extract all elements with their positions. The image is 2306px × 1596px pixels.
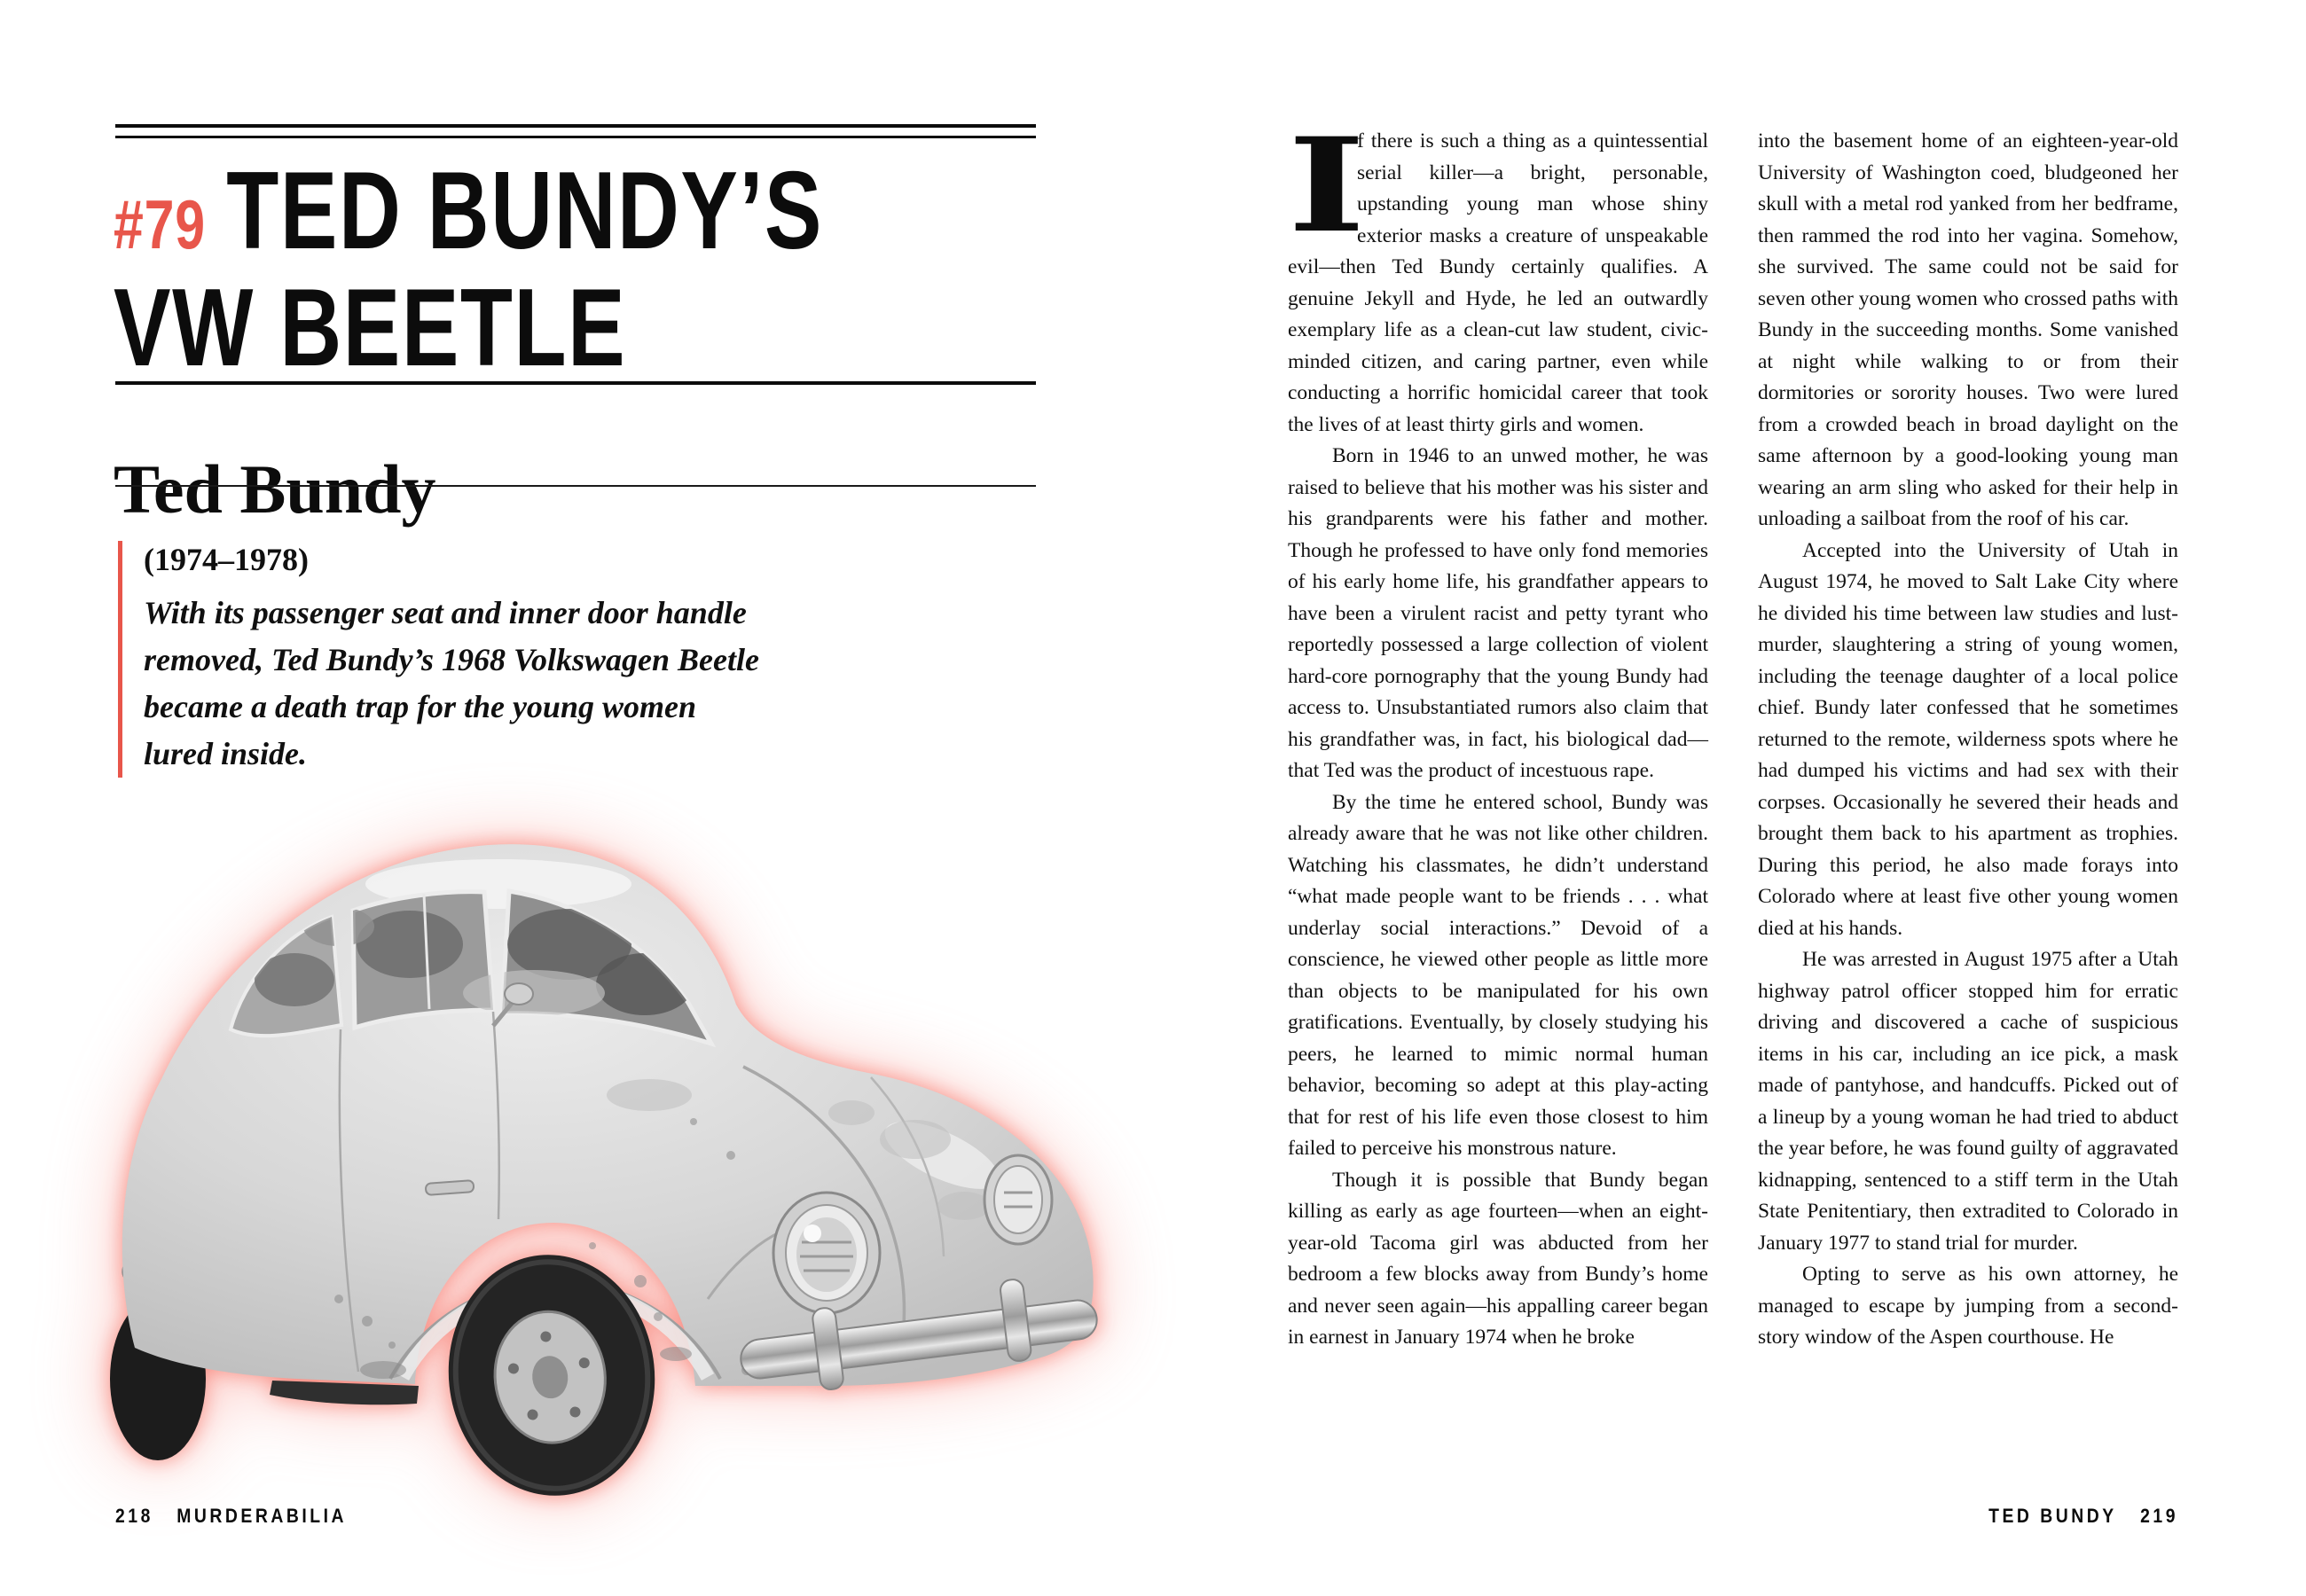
running-board	[270, 1381, 419, 1404]
page-number-left: 218	[115, 1505, 153, 1527]
front-wheel	[436, 1245, 666, 1503]
headline-line1	[114, 150, 1082, 272]
headlight-far	[984, 1155, 1052, 1244]
drop-cap: I	[1288, 110, 1366, 262]
text-column-1	[1288, 110, 1708, 1354]
text-column-2	[1758, 126, 2178, 1354]
beetle-illustration	[73, 802, 1133, 1503]
body-paragraph	[1288, 110, 1708, 441]
callout-years: (1974–1978)	[144, 542, 309, 577]
entry-number: #79	[114, 185, 206, 263]
headline-text-2: VW BEETLE	[114, 267, 627, 389]
double-rule-divider	[115, 124, 1036, 138]
headlight-near	[773, 1193, 880, 1313]
footer-right	[1808, 1505, 2178, 1528]
page-number-right: 219	[2140, 1505, 2178, 1527]
body-paragraph: By the time he entered school, Bundy was already aware that he was not like other children. Watching his classmates, he didn’t understand “what made people want to be friends . . . what underlay social interactions.” Devoid of a conscience, he viewed other people as little more than objects to be manipulated for his own gratifications. Eventually, by closely studying his peers, he learned to mimic normal human behavior, becoming so adept at this play-acting that for rest of his life even those closest to him failed to perceive his monstrous nature.	[1288, 790, 1708, 1160]
footer-left	[115, 1505, 347, 1528]
door-handle	[426, 1180, 475, 1195]
body-paragraph: into the basement home of an eighteen-year-old University of Washington coed, bludgeoned her skull with a metal rod yanked from her bedframe, then rammed the rod into her vagina. Somehow, she survived. The same could not be said for seven other young women who crossed paths with Bundy in the succeeding months. Some vanished at night while walking to or from their dormitories or sorority houses. Two were lured from a crowded beach in broad daylight on the same afternoon by a good-looking young man wearing an arm sling who asked for their help in unloading a sailboat from the roof of his car.	[1758, 129, 2178, 530]
headline-text-1: TED BUNDY’S	[226, 150, 824, 272]
callout-text: With its passenger seat and inner door handle removed, Ted Bundy’s 1968 Volkswagen Beetle became a death trap for the young women lured inside.	[144, 595, 759, 772]
callout-block	[118, 541, 765, 778]
beetle-photo	[73, 802, 1133, 1503]
body-paragraph: Born in 1946 to an unwed mother, he was raised to believe that his mother was his sister and his grandparents were his father and mother. Though he professed to have only fond memories of his early home life, his grandfather appears to have been a virulent racist and petty tyrant who reportedly possessed a large collection of violent hard-core pornography that the young Bundy had access to. Unsubstantiated rumors also claim that his grandfather was, in fact, his biological dad—that Ted was the product of incestuous rape.	[1288, 444, 1708, 782]
body-paragraph: Though it is possible that Bundy began killing as early as age fourteen—when an eight-year-old Tacoma girl was abducted from her bedroom a few blocks away from Bundy’s home and never seen again—his appalling career began in earnest in January 1974 when he broke	[1288, 1168, 1708, 1349]
thin-rule-divider	[115, 485, 1036, 487]
body-paragraph: He was arrested in August 1975 after a Utah highway patrol officer stopped him for erratic driving and discovered a cache of suspicious items in his car, including an ice pick, a mask made of pantyhose, and handcuffs. Picked out of a lineup by a young woman he had tried to abduct the year before, he was found guilty of aggravated kidnapping, sentenced to a stiff term in the Utah State Penitentiary, then extradited to Colorado in January 1977 to stand trial for murder.	[1758, 948, 2178, 1255]
body-paragraph: Opting to serve as his own attorney, he managed to escape by jumping from a second-story window of the Aspen courthouse. He	[1758, 1263, 2178, 1349]
running-title-left: MURDERABILIA	[176, 1505, 348, 1527]
thick-rule-divider	[115, 381, 1036, 385]
subject-name: Ted Bundy	[114, 450, 436, 528]
running-title-right: TED BUNDY	[1988, 1505, 2117, 1527]
body-paragraph: Accepted into the University of Utah in August 1974, he moved to Salt Lake City where he divided his time between law studies and lust-murder, slaughtering a string of young women, including the teenage daughter of a local police chief. Bundy later confessed that he sometimes returned to the remote, wilderness spots where he had dumped his victims and had sex with their corpses. Occasionally he severed their heads and brought them back to his apartment as trophies. During this period, he also made forays into Colorado where at least five other young women died at his hands.	[1758, 538, 2178, 940]
paragraph-text: f there is such a thing as a quintessential serial killer—a bright, personable, upstanding young man whose shiny exterior masks a creature of unspeakable evil—then Ted Bundy certainly qualifies. A genuine Jekyll and Hyde, he led an outwardly exemplary life as a clean-cut law student, civic-minded citizen, and caring partner, even while conducting a horrific homicidal career that took the lives of at least thirty girls and women.	[1288, 129, 1708, 436]
entry-headline	[114, 150, 1082, 389]
